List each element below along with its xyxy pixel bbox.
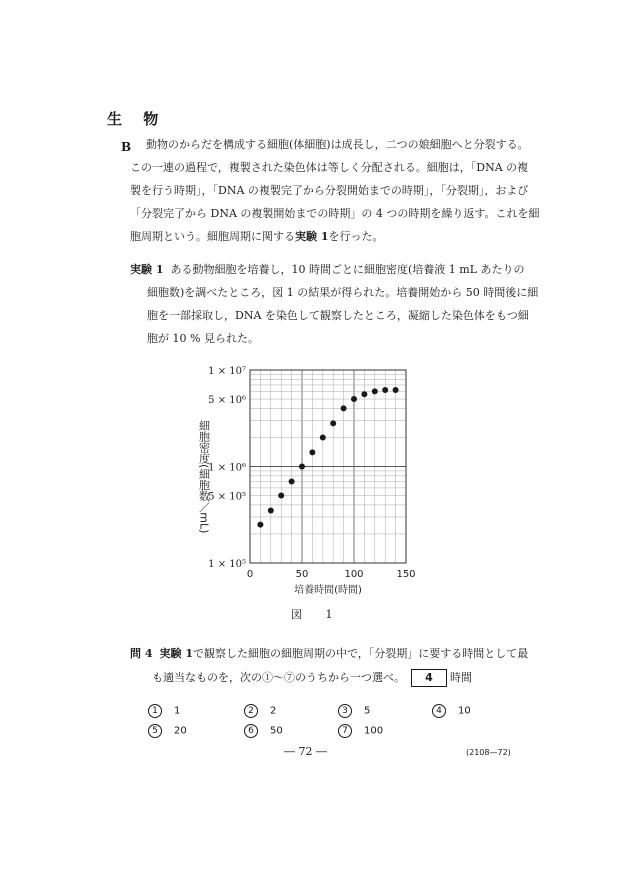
section-b-line-4: 「分裂完了から DNA の複製開始までの時期」の 4 つの時期を繰り返す。これを細	[130, 207, 540, 220]
choice-number: 1	[148, 704, 162, 718]
answer-unit: 時間	[450, 671, 472, 684]
choice-value: 100	[364, 725, 384, 737]
experiment-ref: 実験 1	[295, 230, 329, 243]
experiment-line-2: 細胞数)を調べたところ，図 1 の結果が得られた。培養開始から 50 時間後に細	[147, 286, 539, 299]
data-point	[309, 449, 315, 455]
section-b-line-5-tail: を行った。	[328, 230, 384, 243]
experiment-heading: 実験 1	[130, 263, 164, 276]
question-4	[130, 642, 528, 690]
x-axis-label: 培養時間(時間)	[294, 585, 362, 596]
data-point	[268, 507, 274, 513]
experiment-paragraph	[130, 258, 539, 350]
data-point	[330, 420, 336, 426]
x-tick-label: 0	[246, 569, 254, 580]
choice-5[interactable]	[148, 724, 187, 738]
y-tick-label: 5 × 10⁵	[208, 491, 246, 503]
choice-1[interactable]	[148, 704, 180, 718]
choice-2[interactable]	[244, 704, 276, 718]
question-line-2-text: も適当なものを，次の①〜⑦のうちから一つ選べ。	[152, 671, 405, 684]
choice-number: 7	[338, 724, 352, 738]
data-point	[257, 522, 263, 528]
section-b-line-1: 動物のからだを構成する細胞(体細胞)は成長し，二つの娘細胞へと分裂する。	[146, 138, 529, 151]
cell-density-chart	[190, 360, 440, 600]
question-label: 問 4	[130, 647, 153, 660]
x-tick-label: 50	[295, 569, 309, 580]
data-point	[289, 478, 295, 484]
data-point	[278, 493, 284, 499]
experiment-line-4: 胞が 10 % 見られた。	[147, 332, 259, 345]
choice-value: 2	[270, 705, 277, 717]
question-line-1	[130, 642, 528, 666]
y-tick-label: 5 × 10⁶	[208, 395, 246, 407]
data-point	[393, 387, 399, 393]
section-b-line-2: この一連の過程で，複製された染色体は等しく分配される。細胞は，「DNA の複	[130, 161, 529, 174]
section-b-paragraph	[130, 133, 540, 248]
experiment-line-1	[130, 258, 525, 281]
subject-heading: 生 物	[107, 110, 167, 128]
choice-number: 5	[148, 724, 162, 738]
y-axis-label: 細胞密度(細胞数／mL)	[197, 420, 211, 534]
section-b-line-3: 製を行う時期」，「DNA の複製完了から分裂開始までの時期」，「分裂期」，および	[130, 184, 529, 197]
choice-value: 10	[458, 705, 471, 717]
question-experiment-ref: 実験 1	[159, 647, 193, 660]
data-point	[341, 405, 347, 411]
section-b-label: B	[121, 140, 132, 154]
y-tick-label: 1 × 10⁵	[208, 559, 246, 570]
section-b-line-5-text: 胞周期という。細胞周期に関する	[130, 230, 295, 243]
page-code: (2108—72)	[466, 748, 511, 757]
y-tick-label: 1 × 10⁷	[208, 366, 246, 377]
choice-number: 6	[244, 724, 258, 738]
choice-7[interactable]	[338, 724, 383, 738]
figure-caption: 図 1	[291, 608, 343, 621]
y-tick-label: 1 × 10⁶	[208, 462, 246, 474]
choice-3[interactable]	[338, 704, 370, 718]
data-point	[299, 464, 305, 470]
choice-number: 4	[432, 704, 446, 718]
data-point	[320, 434, 326, 440]
data-point	[361, 391, 367, 397]
question-line-1-text: で観察した細胞の細胞周期の中で，「分裂期」に要する時間として最	[192, 647, 529, 660]
data-point	[382, 387, 388, 393]
choice-value: 5	[364, 705, 371, 717]
choice-value: 20	[174, 725, 187, 737]
data-point	[372, 388, 378, 394]
choice-value: 1	[174, 705, 181, 717]
x-tick-label: 100	[344, 569, 364, 580]
choice-number: 3	[338, 704, 352, 718]
choice-number: 2	[244, 704, 258, 718]
answer-box[interactable]: 4	[411, 669, 447, 687]
question-line-2	[130, 666, 528, 690]
section-b-line-5	[130, 225, 520, 248]
experiment-line-3: 胞を一部採取し，DNA を染色して観察したところ，凝縮した染色体をもつ細	[147, 309, 529, 322]
page-number: ― 72 ―	[284, 745, 327, 758]
choice-value: 50	[270, 725, 283, 737]
choice-4[interactable]	[432, 704, 471, 718]
experiment-line-1-text: ある動物細胞を培養し，10 時間ごとに細胞密度(培養液 1 mL あたりの	[170, 263, 525, 276]
data-point	[351, 396, 357, 402]
choice-6[interactable]	[244, 724, 283, 738]
x-tick-label: 150	[396, 569, 416, 580]
